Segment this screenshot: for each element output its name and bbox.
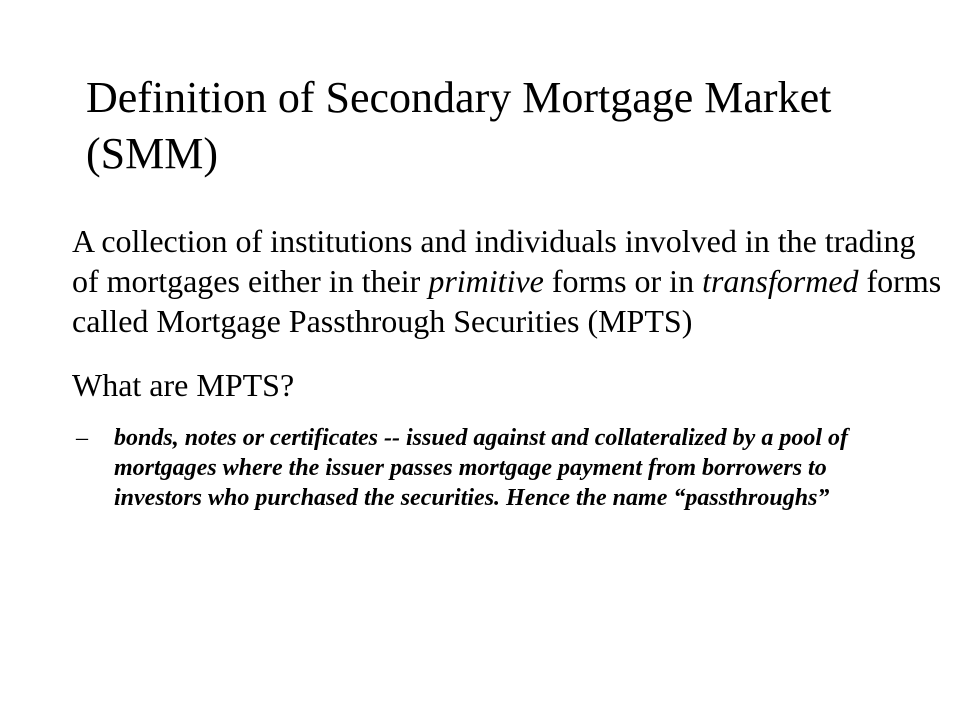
dash-bullet-icon: – — [76, 425, 88, 451]
definition-text-3: forms called Mortgage Passthrough Securities (MPTS) — [72, 263, 942, 339]
slide-title: Definition of Secondary Mortgage Market (SMM) — [86, 73, 832, 178]
definition-text-2: forms or in — [543, 263, 703, 299]
definition-italic-primitive: primitive — [428, 263, 544, 299]
answer-bullet — [72, 423, 914, 513]
definition-text-1: A collection of institutions and individuals involved in the trading of mortgages either in their — [72, 223, 916, 299]
slide-body — [72, 221, 942, 513]
definition-paragraph — [72, 221, 942, 341]
answer-text: bonds, notes or certificates -- issued against and collateralized by a pool of mortgages where the issuer passes mortgage payment from borrowers to investors who purchased the securities. Hence the name “passthroughs” — [114, 425, 848, 511]
question-line: What are MPTS? — [72, 367, 295, 403]
definition-italic-transformed: transformed — [702, 263, 859, 299]
